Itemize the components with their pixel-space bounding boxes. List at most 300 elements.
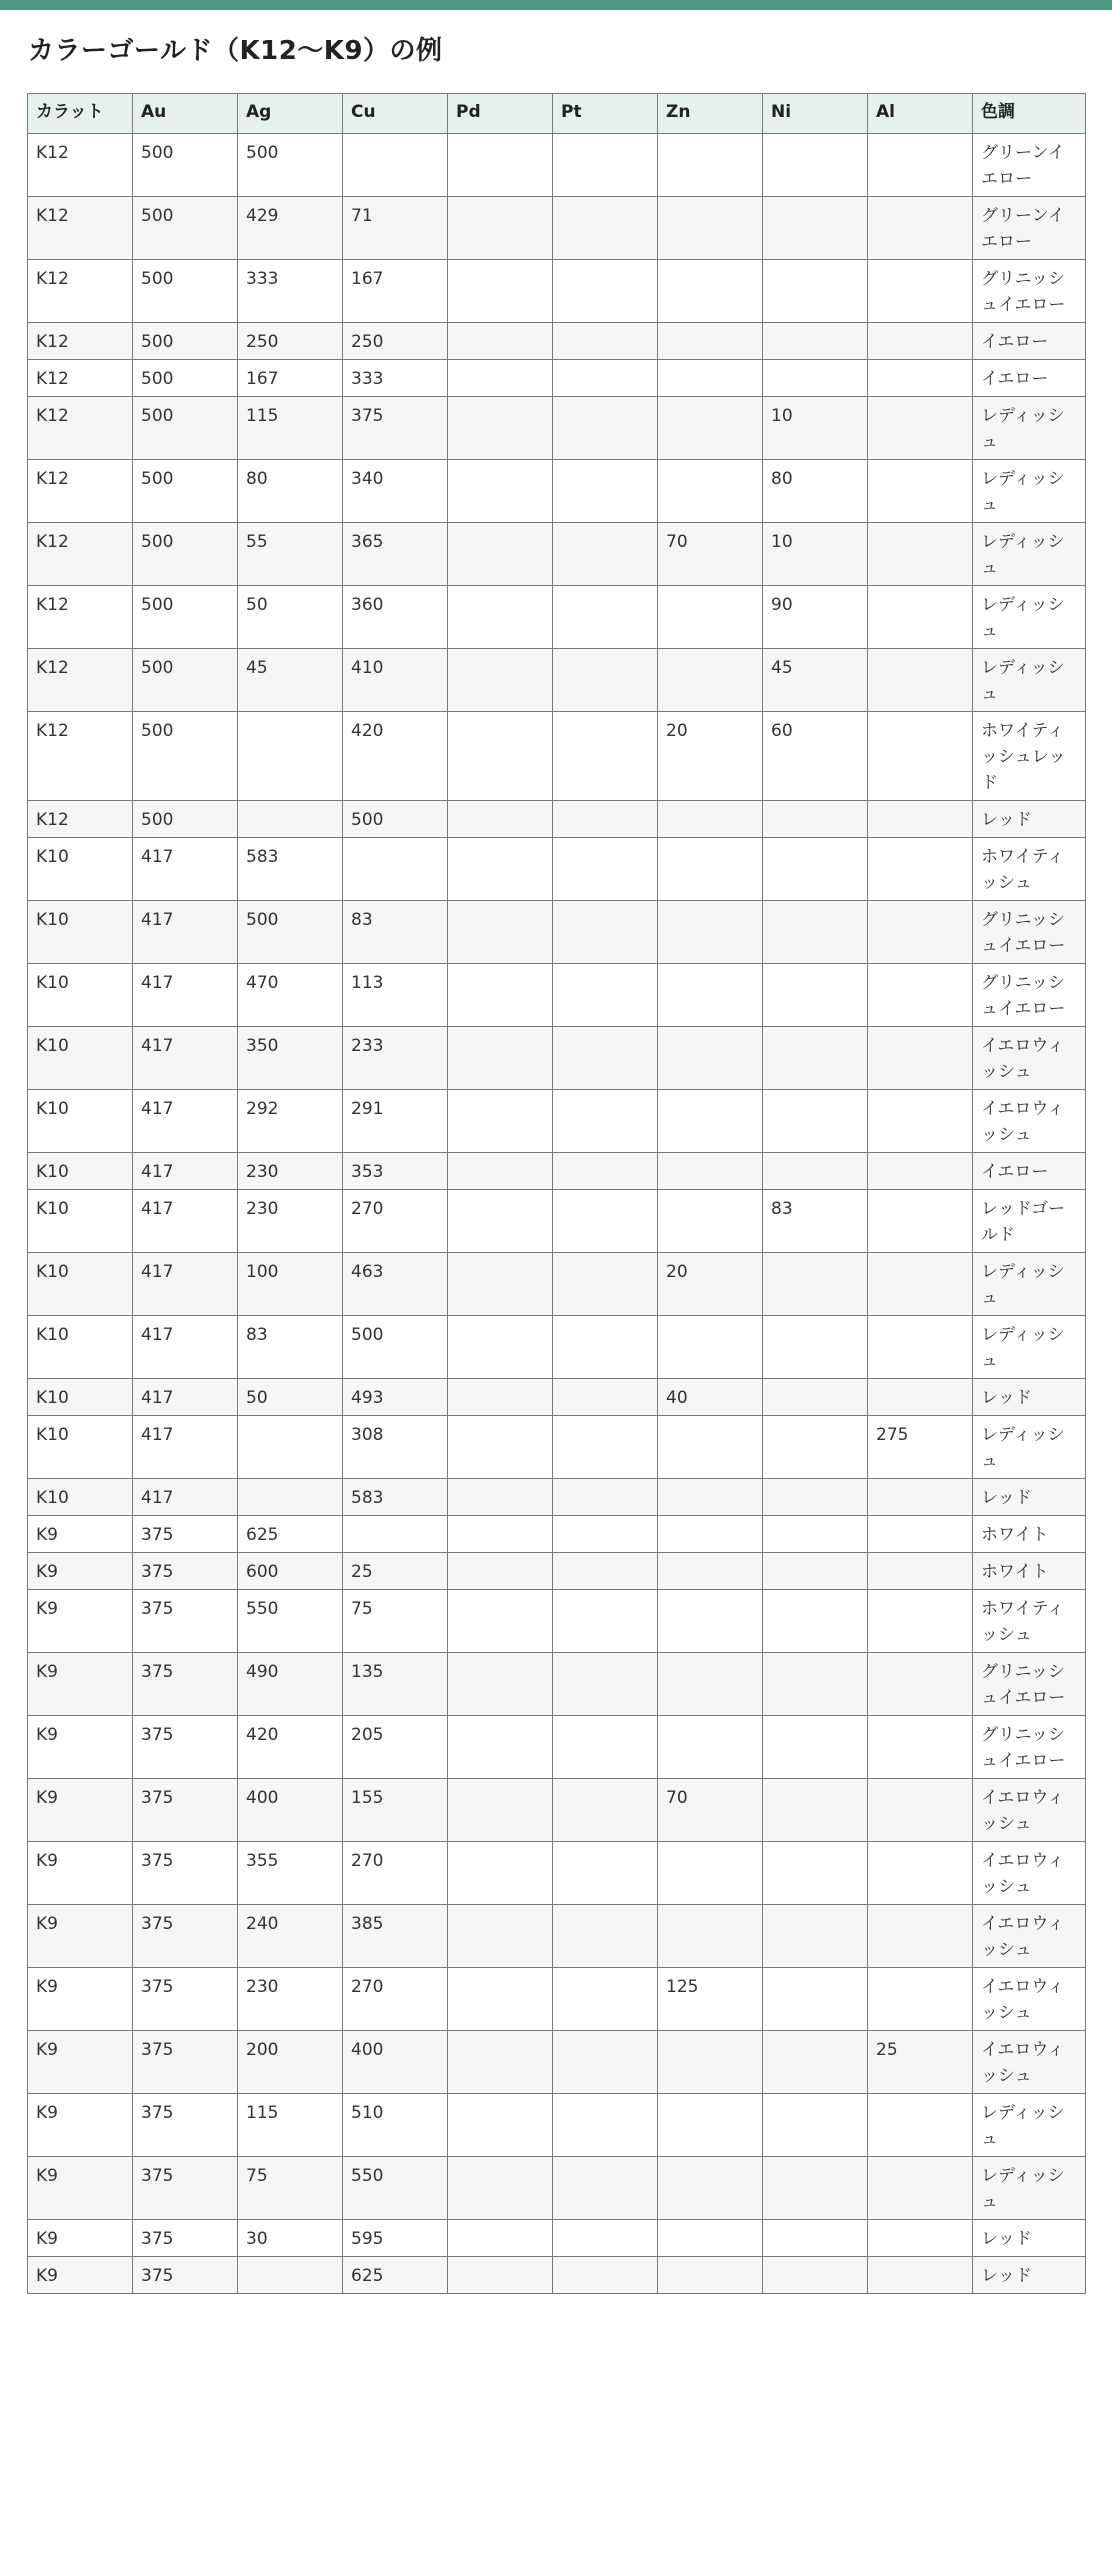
table-cell — [553, 2220, 658, 2257]
table-cell: K10 — [28, 1027, 133, 1090]
table-row — [28, 397, 1086, 460]
table-cell: 135 — [343, 1653, 448, 1716]
table-cell — [868, 1027, 973, 1090]
table-cell: 75 — [343, 1590, 448, 1653]
table-cell: K10 — [28, 1190, 133, 1253]
table-cell: K10 — [28, 1379, 133, 1416]
top-accent-bar — [0, 0, 1112, 10]
table-row — [28, 964, 1086, 1027]
table-cell: 500 — [133, 801, 238, 838]
table-cell — [658, 197, 763, 260]
table-cell — [763, 2031, 868, 2094]
table-cell — [763, 1416, 868, 1479]
table-cell: レディッシュ — [973, 523, 1086, 586]
table-row — [28, 2094, 1086, 2157]
column-header: Ag — [238, 94, 343, 134]
table-cell: レディッシュ — [973, 2157, 1086, 2220]
table-cell: 355 — [238, 1842, 343, 1905]
table-cell: 270 — [343, 1190, 448, 1253]
table-cell — [868, 1905, 973, 1968]
table-row — [28, 1379, 1086, 1416]
table-cell: 375 — [133, 1905, 238, 1968]
table-cell — [763, 1779, 868, 1842]
table-cell: イエロー — [973, 323, 1086, 360]
table-cell: K9 — [28, 1716, 133, 1779]
table-cell: 10 — [763, 523, 868, 586]
table-row — [28, 712, 1086, 801]
table-cell: イエロウィッシュ — [973, 1090, 1086, 1153]
table-cell — [868, 2094, 973, 2157]
table-cell: 375 — [133, 1779, 238, 1842]
table-cell — [658, 1516, 763, 1553]
table-cell — [868, 460, 973, 523]
table-row — [28, 2257, 1086, 2294]
table-row — [28, 1479, 1086, 1516]
table-row — [28, 260, 1086, 323]
table-cell: 50 — [238, 1379, 343, 1416]
table-cell — [868, 1253, 973, 1316]
table-cell: 230 — [238, 1190, 343, 1253]
table-cell: K9 — [28, 1590, 133, 1653]
table-cell: K9 — [28, 1905, 133, 1968]
column-header: Au — [133, 94, 238, 134]
table-cell — [448, 1153, 553, 1190]
table-cell: 240 — [238, 1905, 343, 1968]
table-cell: 83 — [238, 1316, 343, 1379]
table-cell: ホワイティッシュ — [973, 1590, 1086, 1653]
table-row — [28, 649, 1086, 712]
table-cell: 375 — [133, 2220, 238, 2257]
table-row — [28, 460, 1086, 523]
table-row — [28, 1316, 1086, 1379]
table-cell: 417 — [133, 964, 238, 1027]
table-cell — [763, 1090, 868, 1153]
table-cell — [868, 1379, 973, 1416]
table-cell — [868, 1716, 973, 1779]
table-cell — [553, 1716, 658, 1779]
table-cell: 55 — [238, 523, 343, 586]
table-cell: レッド — [973, 1479, 1086, 1516]
table-cell — [868, 397, 973, 460]
table-cell — [868, 2257, 973, 2294]
table-cell: K12 — [28, 397, 133, 460]
table-row — [28, 323, 1086, 360]
table-cell — [763, 2257, 868, 2294]
table-cell — [763, 260, 868, 323]
table-cell — [868, 1316, 973, 1379]
table-cell — [763, 1516, 868, 1553]
table-cell — [553, 1416, 658, 1479]
table-cell: イエロー — [973, 360, 1086, 397]
table-cell — [553, 1516, 658, 1553]
table-cell — [658, 901, 763, 964]
table-cell: K10 — [28, 838, 133, 901]
table-cell — [553, 964, 658, 1027]
table-cell: K10 — [28, 1253, 133, 1316]
table-cell: ホワイト — [973, 1553, 1086, 1590]
table-cell: K10 — [28, 1090, 133, 1153]
table-cell: 350 — [238, 1027, 343, 1090]
table-cell — [448, 1905, 553, 1968]
table-row — [28, 801, 1086, 838]
table-cell: 417 — [133, 1190, 238, 1253]
table-cell — [553, 712, 658, 801]
table-cell — [553, 1590, 658, 1653]
table-cell — [763, 1027, 868, 1090]
table-cell: 500 — [133, 323, 238, 360]
table-row — [28, 2220, 1086, 2257]
table-cell — [658, 323, 763, 360]
table-cell — [658, 1190, 763, 1253]
table-cell: 375 — [133, 1842, 238, 1905]
table-row — [28, 1590, 1086, 1653]
table-cell: 80 — [763, 460, 868, 523]
table-cell — [553, 649, 658, 712]
table-cell: レディッシュ — [973, 2094, 1086, 2157]
table-cell — [658, 649, 763, 712]
table-cell — [658, 1590, 763, 1653]
table-cell: グリニッシュイエロー — [973, 964, 1086, 1027]
table-cell: 500 — [133, 360, 238, 397]
table-row — [28, 1905, 1086, 1968]
table-cell — [553, 197, 658, 260]
table-cell: 155 — [343, 1779, 448, 1842]
table-cell: 80 — [238, 460, 343, 523]
table-cell — [238, 801, 343, 838]
table-cell — [868, 1479, 973, 1516]
table-cell — [763, 801, 868, 838]
table-cell: 70 — [658, 523, 763, 586]
table-cell: K10 — [28, 1153, 133, 1190]
table-cell — [658, 838, 763, 901]
table-cell: K9 — [28, 2220, 133, 2257]
table-cell — [868, 964, 973, 1027]
table-cell: グリニッシュイエロー — [973, 260, 1086, 323]
table-cell — [658, 397, 763, 460]
table-cell — [553, 523, 658, 586]
table-cell: レッド — [973, 801, 1086, 838]
table-cell — [238, 712, 343, 801]
table-cell: グリニッシュイエロー — [973, 1716, 1086, 1779]
table-row — [28, 1842, 1086, 1905]
table-cell — [658, 1027, 763, 1090]
column-header: 色調 — [973, 94, 1086, 134]
column-header: Zn — [658, 94, 763, 134]
table-cell: K10 — [28, 1316, 133, 1379]
table-cell: 375 — [133, 1516, 238, 1553]
table-cell: K10 — [28, 901, 133, 964]
table-row — [28, 1090, 1086, 1153]
table-cell — [448, 1968, 553, 2031]
table-cell: レディッシュ — [973, 1253, 1086, 1316]
table-cell: 385 — [343, 1905, 448, 1968]
table-cell — [448, 260, 553, 323]
table-cell — [763, 1842, 868, 1905]
table-body — [28, 134, 1086, 2294]
table-cell — [658, 1653, 763, 1716]
table-cell — [658, 1842, 763, 1905]
table-row — [28, 901, 1086, 964]
table-cell — [448, 1516, 553, 1553]
table-cell — [448, 1316, 553, 1379]
table-cell — [448, 964, 553, 1027]
table-cell — [553, 1653, 658, 1716]
table-cell: レディッシュ — [973, 397, 1086, 460]
table-cell — [763, 360, 868, 397]
table-cell: 417 — [133, 1153, 238, 1190]
table-cell — [448, 1653, 553, 1716]
table-cell: K12 — [28, 801, 133, 838]
table-cell — [763, 2094, 868, 2157]
table-cell: レッド — [973, 2220, 1086, 2257]
table-cell — [553, 260, 658, 323]
table-cell: イエロウィッシュ — [973, 1779, 1086, 1842]
table-cell — [658, 2031, 763, 2094]
table-cell — [658, 586, 763, 649]
table-cell — [343, 838, 448, 901]
table-cell: レッド — [973, 1379, 1086, 1416]
table-cell — [868, 2220, 973, 2257]
table-cell — [553, 323, 658, 360]
table-cell — [868, 712, 973, 801]
table-row — [28, 197, 1086, 260]
table-cell — [868, 323, 973, 360]
table-cell: 625 — [238, 1516, 343, 1553]
table-cell: 500 — [133, 712, 238, 801]
table-cell: 510 — [343, 2094, 448, 2157]
table-row — [28, 2157, 1086, 2220]
table-cell: 417 — [133, 1416, 238, 1479]
table-cell: 375 — [133, 1716, 238, 1779]
table-row — [28, 1516, 1086, 1553]
table-cell: 270 — [343, 1968, 448, 2031]
table-cell: 113 — [343, 964, 448, 1027]
table-cell — [868, 1553, 973, 1590]
table-cell: 500 — [238, 134, 343, 197]
table-cell: K12 — [28, 260, 133, 323]
table-cell: K12 — [28, 360, 133, 397]
table-cell — [448, 1253, 553, 1316]
table-row — [28, 1968, 1086, 2031]
column-header: Al — [868, 94, 973, 134]
table-cell — [448, 323, 553, 360]
table-cell — [868, 1653, 973, 1716]
table-cell — [553, 1905, 658, 1968]
table-row — [28, 360, 1086, 397]
table-row — [28, 1553, 1086, 1590]
table-cell — [448, 1590, 553, 1653]
table-cell: K9 — [28, 1842, 133, 1905]
table-cell: レッドゴールド — [973, 1190, 1086, 1253]
table-row — [28, 838, 1086, 901]
table-cell — [448, 712, 553, 801]
table-cell — [658, 1716, 763, 1779]
table-cell: 230 — [238, 1153, 343, 1190]
table-cell: 417 — [133, 838, 238, 901]
table-cell: 375 — [133, 2157, 238, 2220]
table-cell — [763, 197, 868, 260]
table-cell: イエロウィッシュ — [973, 1842, 1086, 1905]
color-gold-table — [27, 93, 1086, 2294]
table-cell: 200 — [238, 2031, 343, 2094]
table-row — [28, 1653, 1086, 1716]
table-cell — [553, 2094, 658, 2157]
table-cell — [658, 460, 763, 523]
table-cell: 83 — [763, 1190, 868, 1253]
table-row — [28, 586, 1086, 649]
table-row — [28, 2031, 1086, 2094]
table-cell: 417 — [133, 1253, 238, 1316]
table-cell: K9 — [28, 1653, 133, 1716]
table-cell: 625 — [343, 2257, 448, 2294]
table-cell: 429 — [238, 197, 343, 260]
table-cell: 115 — [238, 2094, 343, 2157]
table-cell: K12 — [28, 649, 133, 712]
table-cell — [658, 360, 763, 397]
table-cell: 291 — [343, 1090, 448, 1153]
table-cell: K9 — [28, 2157, 133, 2220]
table-cell — [448, 2220, 553, 2257]
table-cell — [448, 134, 553, 197]
column-header: Cu — [343, 94, 448, 134]
table-cell — [553, 901, 658, 964]
table-cell: 417 — [133, 1027, 238, 1090]
table-cell: 420 — [238, 1716, 343, 1779]
table-cell — [553, 2157, 658, 2220]
table-cell: レッド — [973, 2257, 1086, 2294]
table-cell: イエロウィッシュ — [973, 1027, 1086, 1090]
table-cell: 500 — [133, 197, 238, 260]
table-cell: レディッシュ — [973, 1316, 1086, 1379]
table-cell — [553, 1153, 658, 1190]
table-cell — [448, 838, 553, 901]
table-row — [28, 1779, 1086, 1842]
table-cell: K12 — [28, 523, 133, 586]
table-cell — [553, 1316, 658, 1379]
table-cell — [448, 1479, 553, 1516]
table-cell: 493 — [343, 1379, 448, 1416]
table-cell — [763, 323, 868, 360]
table-cell — [553, 801, 658, 838]
table-cell: 10 — [763, 397, 868, 460]
table-cell: 230 — [238, 1968, 343, 2031]
table-cell — [763, 134, 868, 197]
table-cell: 375 — [133, 2031, 238, 2094]
column-header: Pt — [553, 94, 658, 134]
table-cell: 233 — [343, 1027, 448, 1090]
table-cell: 308 — [343, 1416, 448, 1479]
page-title: カラーゴールド（K12〜K9）の例 — [28, 36, 443, 66]
table-row — [28, 523, 1086, 586]
table-cell: K9 — [28, 1779, 133, 1842]
table-cell — [448, 586, 553, 649]
table-cell — [448, 1842, 553, 1905]
table-cell — [763, 1153, 868, 1190]
table-cell — [238, 1416, 343, 1479]
table-cell — [868, 1779, 973, 1842]
table-cell: 417 — [133, 901, 238, 964]
table-cell: 490 — [238, 1653, 343, 1716]
table-cell — [238, 2257, 343, 2294]
table-cell — [763, 1653, 868, 1716]
table-cell: ホワイティッシュ — [973, 838, 1086, 901]
table-cell: 500 — [133, 649, 238, 712]
table-cell: 292 — [238, 1090, 343, 1153]
table-cell — [448, 1779, 553, 1842]
table-cell — [448, 2157, 553, 2220]
table-cell — [763, 2157, 868, 2220]
table-cell — [448, 1190, 553, 1253]
table-cell — [448, 649, 553, 712]
table-cell — [868, 2157, 973, 2220]
table-cell — [763, 1968, 868, 2031]
table-cell: 205 — [343, 1716, 448, 1779]
table-cell: 270 — [343, 1842, 448, 1905]
table-cell — [868, 801, 973, 838]
table-row — [28, 1253, 1086, 1316]
table-cell: 125 — [658, 1968, 763, 2031]
table-cell — [658, 134, 763, 197]
table-cell — [658, 260, 763, 323]
table-cell — [868, 1190, 973, 1253]
table-cell — [553, 1968, 658, 2031]
table-cell: グリーンイエロー — [973, 197, 1086, 260]
table-cell — [868, 134, 973, 197]
table-cell — [553, 460, 658, 523]
table-cell: 420 — [343, 712, 448, 801]
table-cell — [658, 1090, 763, 1153]
table-cell: 25 — [343, 1553, 448, 1590]
table-cell — [658, 2257, 763, 2294]
table-cell — [448, 1553, 553, 1590]
table-cell — [868, 901, 973, 964]
table-cell — [868, 360, 973, 397]
column-header: Ni — [763, 94, 868, 134]
table-cell: K12 — [28, 460, 133, 523]
table-cell — [868, 838, 973, 901]
table-cell — [553, 2257, 658, 2294]
table-cell: 595 — [343, 2220, 448, 2257]
table-cell — [553, 1253, 658, 1316]
color-gold-table-container — [27, 93, 1085, 2294]
table-cell — [553, 586, 658, 649]
table-cell — [658, 1316, 763, 1379]
table-cell — [763, 1253, 868, 1316]
table-cell — [448, 801, 553, 838]
table-cell: 353 — [343, 1153, 448, 1190]
table-cell — [763, 2220, 868, 2257]
table-cell — [763, 1479, 868, 1516]
table-cell — [448, 523, 553, 586]
table-cell: イエロー — [973, 1153, 1086, 1190]
table-cell — [553, 397, 658, 460]
table-cell: 375 — [133, 2257, 238, 2294]
table-cell — [763, 1379, 868, 1416]
table-cell: 167 — [343, 260, 448, 323]
table-cell: 375 — [343, 397, 448, 460]
table-cell — [343, 1516, 448, 1553]
table-cell: グリニッシュイエロー — [973, 1653, 1086, 1716]
table-cell: 500 — [343, 801, 448, 838]
table-cell — [553, 1090, 658, 1153]
table-cell: レディッシュ — [973, 586, 1086, 649]
table-cell: 470 — [238, 964, 343, 1027]
table-cell: 500 — [133, 523, 238, 586]
table-cell — [658, 1479, 763, 1516]
table-cell: 500 — [133, 397, 238, 460]
table-cell: 463 — [343, 1253, 448, 1316]
table-cell: 360 — [343, 586, 448, 649]
